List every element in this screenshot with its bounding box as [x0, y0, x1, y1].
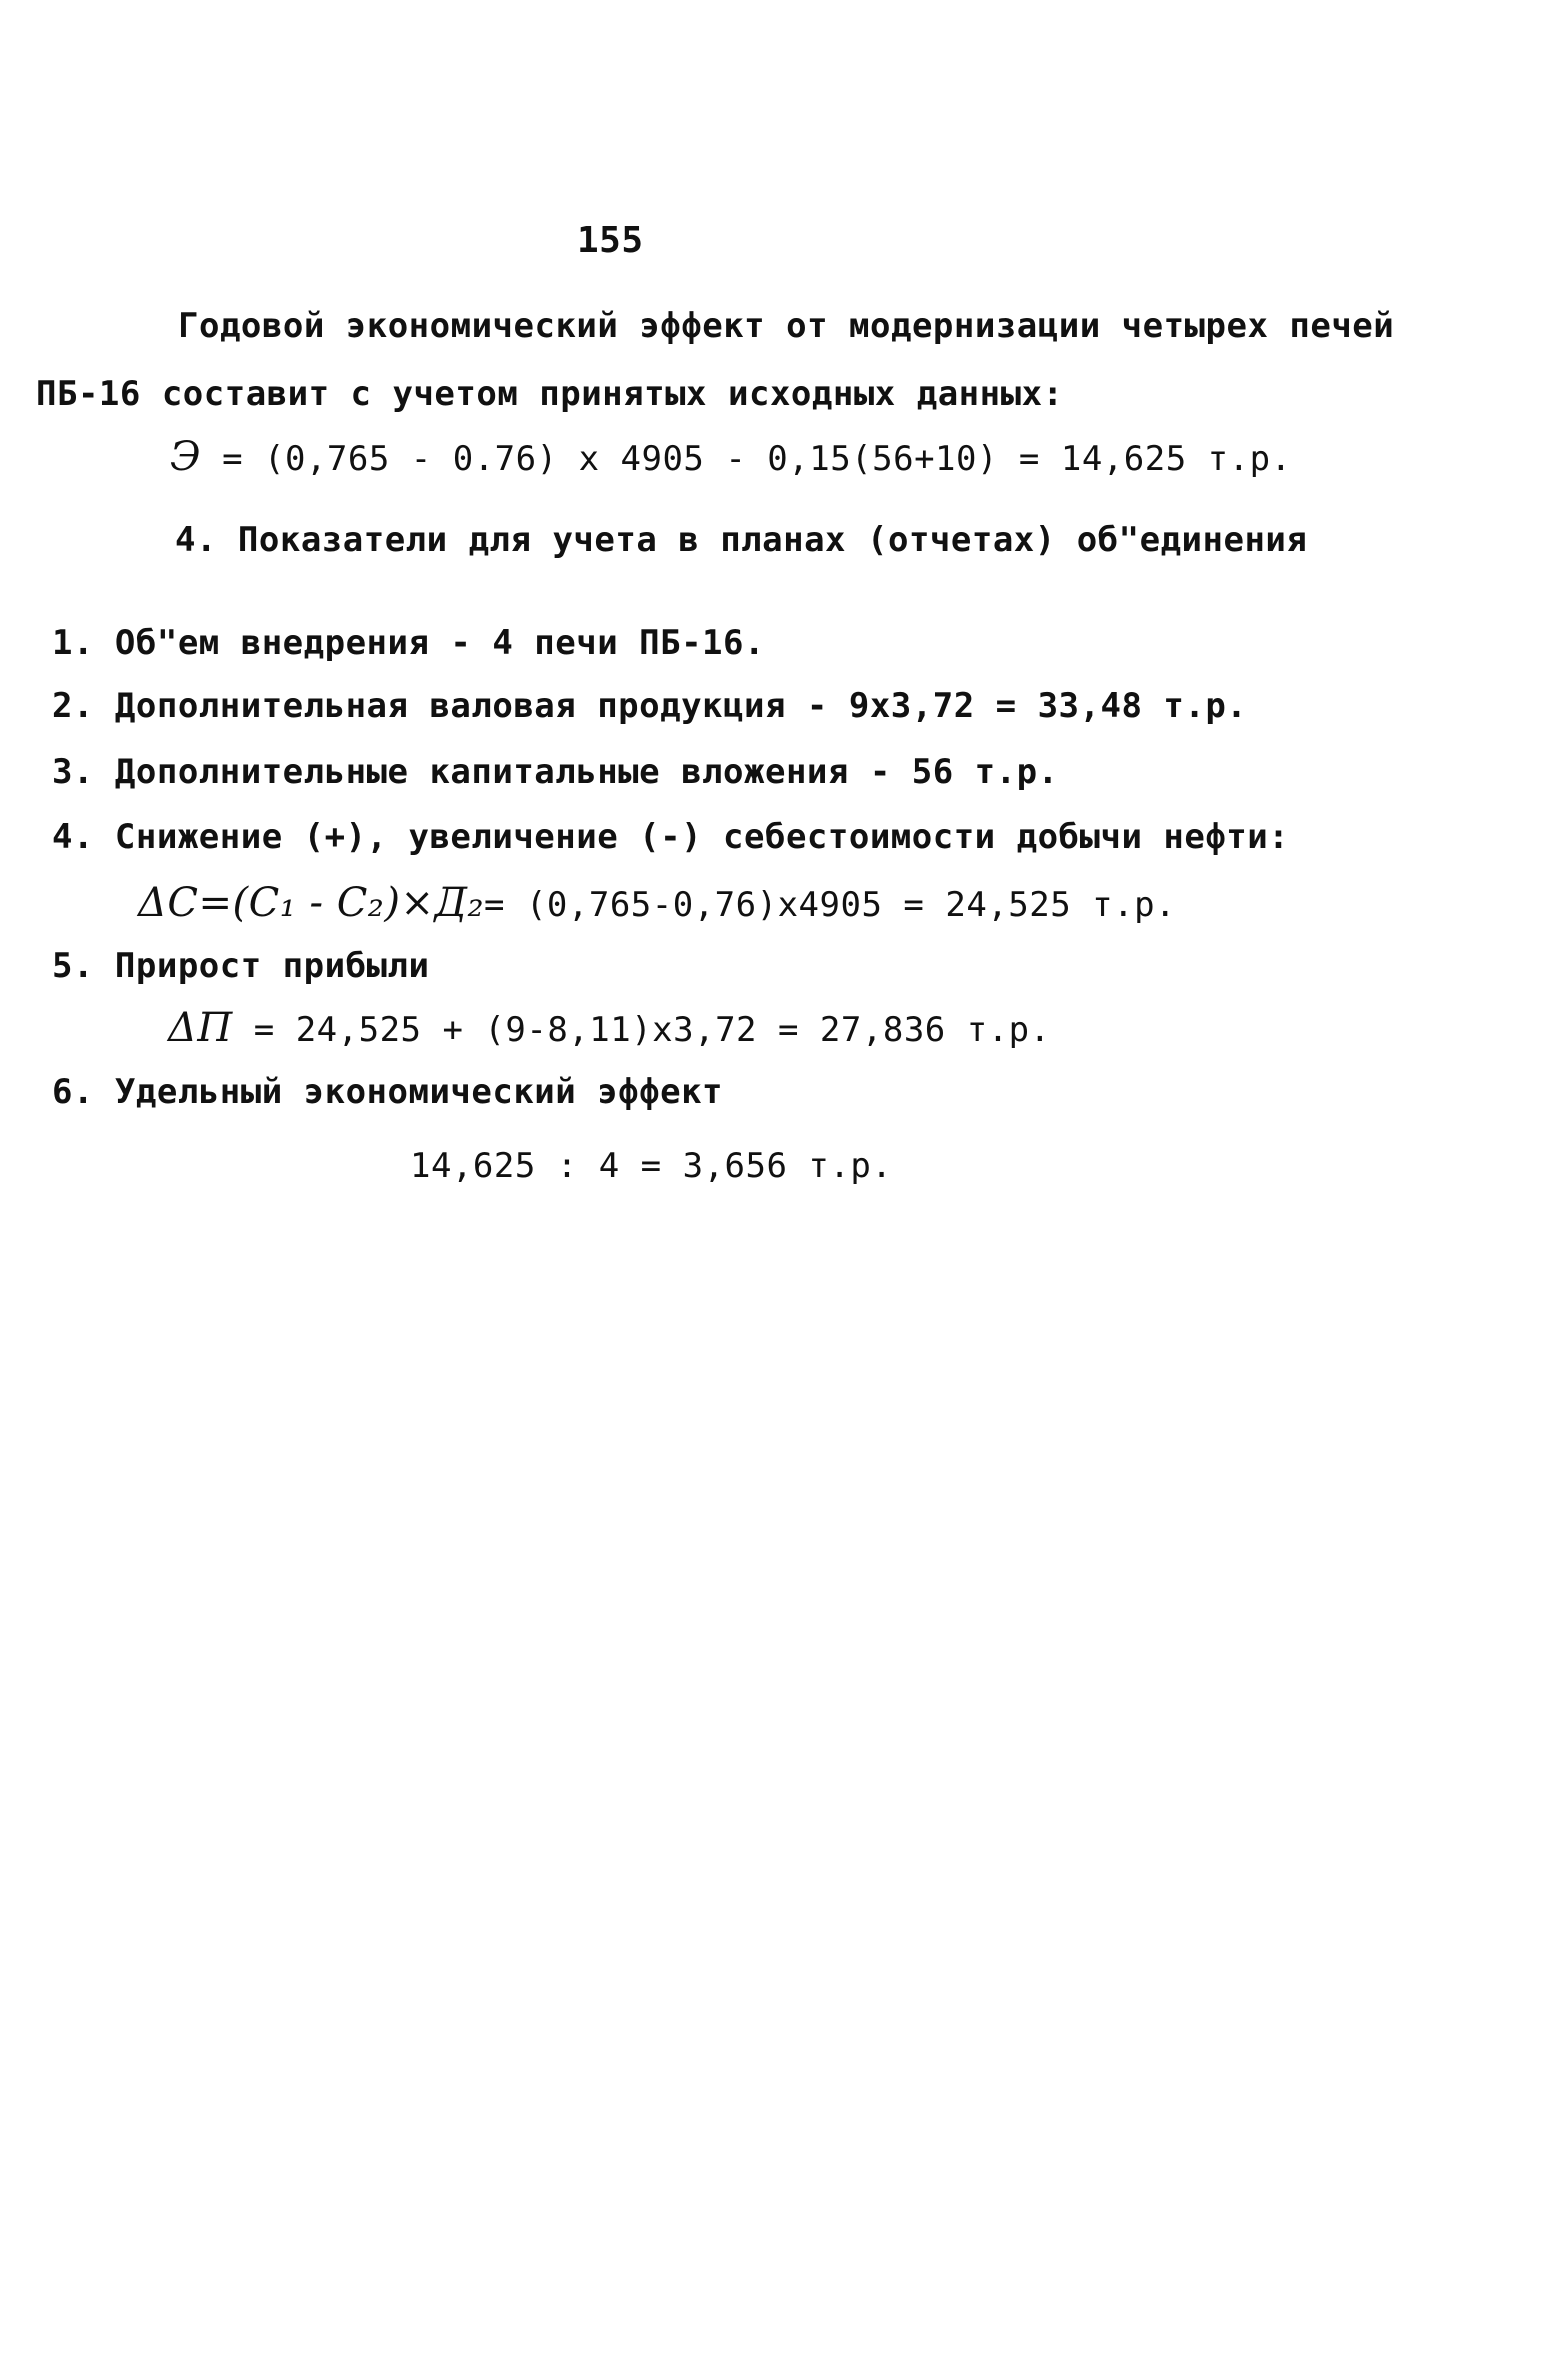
paragraph-line-1: Годовой экономический эффект от модернизации четырех печей: [178, 306, 1395, 346]
section-heading: 4. Показатели для учета в планах (отчетах) об"единения: [175, 520, 1308, 560]
item4-formula-expression: = (0,765-0,76)x4905 = 24,525 т.р.: [484, 885, 1177, 925]
list-item-3: 3. Дополнительные капитальные вложения - 56 т.р.: [52, 752, 1059, 792]
formula-main: [170, 435, 1292, 481]
list-item-4: 4. Снижение (+), увеличение (-) себестоимости добычи нефти:: [52, 817, 1290, 857]
list-item-2: 2. Дополнительная валовая продукция - 9x3,72 = 33,48 т.р.: [52, 686, 1248, 726]
item5-formula: [168, 1006, 1051, 1052]
item4-formula: [138, 881, 1176, 927]
formula-main-expression: = (0,765 - 0.76) x 4905 - 0,15(56+10) = 14,625 т.р.: [201, 439, 1292, 479]
formula-main-symbol: Э: [170, 434, 202, 480]
page-number: 155: [577, 220, 644, 261]
list-item-1: 1. Об"ем внедрения - 4 печи ПБ-16.: [52, 623, 765, 663]
list-item-6: 6. Удельный экономический эффект: [52, 1072, 724, 1112]
list-item-5: 5. Прирост прибыли: [52, 946, 430, 986]
item4-formula-symbol: ΔC=(C₁ - C₂)×Д₂: [138, 880, 485, 926]
item6-formula: 14,625 : 4 = 3,656 т.р.: [410, 1146, 893, 1186]
paragraph-line-2: ПБ-16 составит с учетом принятых исходных данных:: [36, 374, 1064, 414]
item5-formula-symbol: ΔП: [168, 1005, 233, 1051]
item5-formula-expression: = 24,525 + (9-8,11)x3,72 = 27,836 т.р.: [232, 1010, 1051, 1050]
